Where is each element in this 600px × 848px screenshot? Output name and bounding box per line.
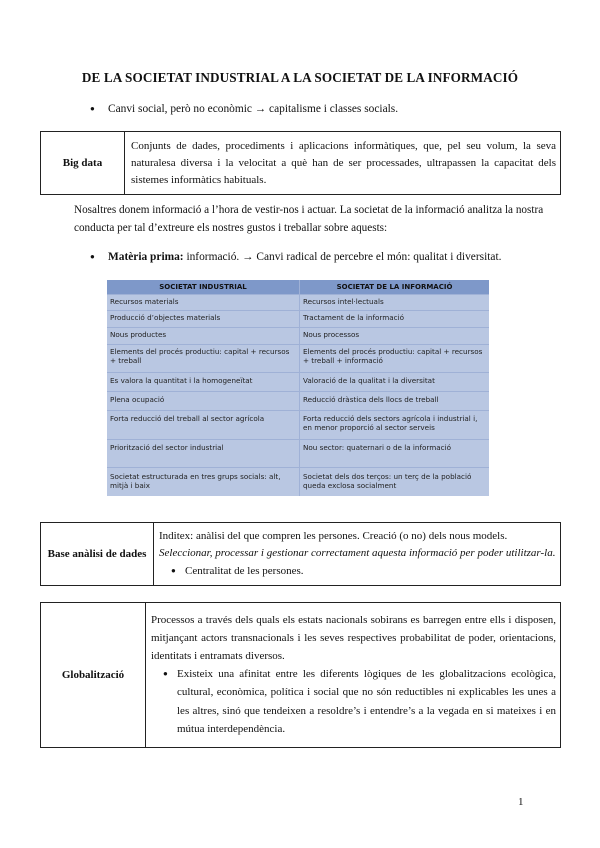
cell-industrial: Producció d’objectes materials [110,313,221,322]
bigdata-definition: Conjunts de dades, procediments i aplicacions informàtiques, que, pel seu volum, la seva naturalesa diversa i la velocitat a què han de ser processades, ultrapassen la capacitat dels sistemes informàtics habituals. [125,132,561,195]
bullet-social-change [90,101,398,117]
cell-information: Recursos intel·lectuals [303,297,384,306]
bullet-bold-text: Matèria prima: [108,251,184,263]
comparison-row [107,294,489,311]
bullet-dot-icon: ● [90,252,95,261]
globalization-label: Globalització [41,603,146,748]
cell-industrial: Priorització del sector industrial [110,443,224,452]
page-number: 1 [518,796,524,808]
cell-industrial: Forta reducció del treball al sector agrícola [110,414,265,423]
cell-industrial: Elements del procés productiu: capital + recursos + treball [110,347,290,365]
cell-industrial: Nous productes [110,330,167,339]
cell-information: Valoració de la qualitat i la diversitat [303,376,435,385]
cell-information: Nou sector: quaternari o de la informació [303,443,451,452]
cell-information: Reducció dràstica dels llocs de treball [303,395,439,404]
comparison-row [107,391,489,411]
bullet-dot-icon: ● [163,668,168,678]
data-analysis-label: Base anàlisi de dades [41,523,154,586]
comparison-table [107,280,489,496]
bullet-text: Existeix una afinitat entre les diferents lògiques de les globalitzacions ecològica, cultural, econòmica, política i social que no són reductibles ni explicables les unes a les altres, sinó que tendeixen a resoldre’s i entendre’s a la vegada en si mateixes i en mútua interdependència. [177,667,556,735]
bullet-dot-icon: ● [171,565,176,575]
cell-industrial: Plena ocupació [110,395,165,404]
bigdata-label: Big data [41,132,125,195]
cell-industrial: Es valora la quantitat i la homogeneïtat [110,376,253,385]
cell-information: Tractament de la informació [303,313,404,322]
comparison-row [107,327,489,345]
globalization-definition: Processos a través dels quals els estats nacionals sobirans es barregen entre ells i disposen, mitjançant actors transnacionals i les seves respectives probabilitat de poder, orientacions, identitats i entramats diversos. [151,613,556,662]
header-information: SOCIETAT DE LA INFORMACIÓ [336,283,453,291]
cell-industrial: Recursos materials [110,297,179,306]
bullet-text: Canvi social, però no econòmic → capitalisme i classes socials. [108,103,399,115]
comparison-header-row [107,280,489,295]
comparison-row [107,344,489,373]
cell-industrial: Societat estructurada en tres grups socials: alt, mitjà i baix [110,472,281,490]
comparison-row [107,410,489,440]
data-analysis-box [40,522,561,586]
intro-paragraph: Nosaltres donem informació a l’hora de vestir-nos i actuar. La societat de la informació analitza la nostra conducta per tal d’extreure els nostres gustos i treballar sobre aquests: [74,204,544,234]
bigdata-box [40,131,561,195]
comparison-row [107,467,489,496]
data-analysis-bullet [159,562,556,580]
comparison-row [107,439,489,468]
cell-information: Nous processos [303,330,360,339]
bullet-text: Centralitat de les persones. [185,564,304,577]
globalization-bullet [151,665,556,739]
bullet-raw-material [90,249,501,265]
comparison-row [107,310,489,328]
globalization-content [146,603,561,748]
cell-information: Forta reducció dels sectors agrícola i industrial i, en menor proporció al sector serveis [303,414,478,432]
cell-information: Elements del procés productiu: capital + recursos + treball + informació [303,347,483,365]
bullet-dot-icon: ● [90,104,95,113]
bullet-text: informació. → Canvi radical de percebre el món: qualitat i diversitat. [183,251,502,263]
data-analysis-italic-line: Seleccionar, processar i gestionar correctament aquesta informació per poder utilitzar-la. [159,546,556,559]
header-industrial: SOCIETAT INDUSTRIAL [159,283,247,291]
comparison-row [107,372,489,392]
data-analysis-line: Inditex: anàlisi del que compren les persones. Creació (o no) dels nous models. [159,529,508,542]
data-analysis-content [154,523,561,586]
document-title: DE LA SOCIETAT INDUSTRIAL A LA SOCIETAT DE LA INFORMACIÓ [81,70,519,85]
column-divider [299,280,300,496]
cell-information: Societat dels dos terços: un terç de la població queda exclosa socialment [303,472,472,490]
globalization-box [40,602,561,748]
